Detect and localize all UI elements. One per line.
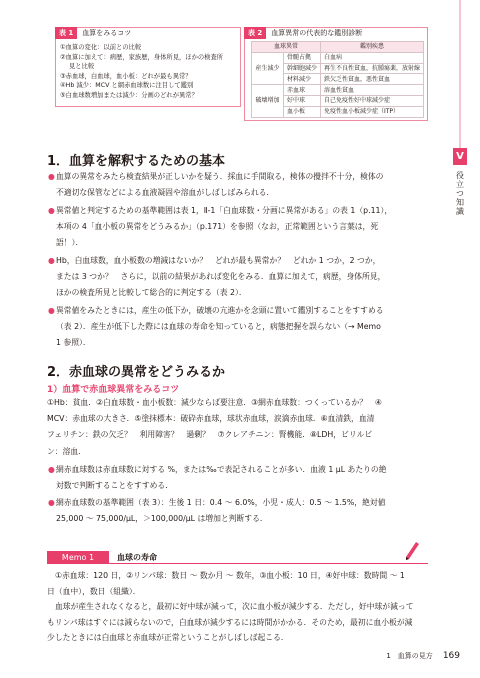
column-header: 鑑別疾患 [320, 42, 423, 53]
bullet-icon: ● [48, 498, 55, 507]
section-2-title: 2．赤血球の異常をどうみるか [47, 365, 226, 380]
table-1-list [60, 43, 238, 101]
table-row [252, 85, 424, 96]
page-footer [386, 651, 460, 661]
text-line: ①Hb：貧血．②白血球数・血小板数：減少ならば要注意．③網赤血球数：つくっているか？ ④ [47, 398, 382, 407]
text-line: フェリチン：鉄の欠乏？ 利用障害？ 過剰？ ⑦クレアチニン：腎機能．⑧LDH，ビリルビ [47, 430, 373, 440]
table-1 [55, 27, 241, 107]
text-line: 血球が産生されなくなると，最初に好中球が減って，次に血小板が減少する．ただし，好中球が減って [55, 602, 414, 612]
table-1-number: 表 1 [55, 27, 77, 39]
section-1-paragraph [48, 253, 431, 302]
table-1-item: 見と比較 [69, 63, 95, 71]
section-2-paragraph [48, 495, 431, 527]
table-1-item: ②血算に加えて：病歴，家族歴，身体所見，ほかの検査所 [60, 53, 224, 61]
text-line: 本項の 4「血小板の異常をどうみるか」（p.171）を参照（なお，正常範囲という言葉は，死 [56, 222, 379, 232]
disease-cell: 免疫性血小板減少症（ITP） [320, 106, 423, 117]
section-2-paragraph [47, 395, 431, 460]
differential-table [251, 41, 424, 118]
section-2-subtitle: 1）血算で赤血球異常をみるコツ [47, 385, 180, 395]
sub-cell: 赤血球 [283, 85, 320, 96]
sub-cell: 血小板 [283, 106, 320, 117]
chapter-running-head: 1 血算の見方 [386, 652, 433, 660]
text-line: 網赤血球数は赤血球数に対する %，または‰で表記されることが多い．血液 1 μL あたりの絶 [56, 465, 387, 474]
table-1-item: ③赤血球，白血球，血小板：どれが最も異常？ [60, 72, 192, 80]
memo-label: Memo 1 [47, 551, 109, 564]
table-1-item: ④Hb 減少：MCV と網赤血球数に注目して鑑別 [60, 82, 194, 90]
text-line: （表 2）．産生が低下した際には血球の寿命を知っていると，病態把握を誤らない（→ Memo [56, 322, 381, 332]
table-header-row [252, 42, 424, 53]
table-2-header [244, 27, 428, 39]
table-2 [244, 27, 428, 121]
text-line: 不適切な保管などによる血液凝固や溶血がしばしばみられる． [56, 188, 275, 198]
chapter-side-tab [453, 148, 467, 216]
text-line: 語！）． [56, 238, 84, 248]
disease-cell: 自己免疫性好中球減少症 [320, 95, 423, 106]
table-2-number: 表 2 [244, 27, 266, 39]
bullet-icon: ● [48, 206, 55, 215]
column-header: 血球異常 [252, 42, 321, 53]
text-line: Hb，白血球数，血小板数の増減はないか？ どれが最も異常か？ どれか 1 つか，2 つか， [56, 256, 381, 265]
table-row [252, 52, 424, 63]
memo-body [47, 568, 427, 646]
table-1-header [55, 27, 241, 39]
text-line: 少したときには白血球と赤血球が正常ということがしばしば起こる． [47, 633, 289, 643]
disease-cell: 再生不良性貧血，抗腫瘍薬，放射線 [320, 63, 423, 74]
text-line: または 3 つか？ さらに，以前の結果があれば変化をみる．血算に加えて，病歴，身体所見， [56, 272, 386, 282]
bullet-icon: ● [48, 306, 55, 315]
pencil-icon [404, 541, 420, 561]
disease-cell: 溶血性貧血 [320, 85, 423, 96]
text-line: もリンパ球はすぐには減らないので，白血球が減少するには時間がかかる．そのため，最初に血小板が減 [47, 617, 413, 627]
bullet-icon: ● [48, 172, 55, 181]
sub-cell: 好中球 [283, 95, 320, 106]
table-1-title: 血算をみるコツ [82, 29, 132, 37]
disease-cell: 白血病 [320, 52, 423, 63]
bullet-icon: ● [48, 256, 55, 265]
memo-title: 血球の寿命 [117, 553, 157, 562]
text-line: 25,000 ～ 75,000/μL，＞100,000/μL は増加と判断する． [56, 514, 268, 524]
text-line: 対数で判断することをすすめる． [56, 481, 174, 491]
text-line: MCV：赤血球の大きさ．⑤塗抹標本：破砕赤血球，球状赤血球，涙滴赤血球．⑥血清鉄，血清 [47, 414, 375, 424]
chapter-number: V [453, 148, 467, 165]
table-1-item: ⑤白血球数増加または減少：分画のどれが異常？ [60, 91, 198, 99]
text-line: 網赤血球数の基準範囲（表 3）：生後 1 日：0.4 ～ 6.0%，小児・成人：0.5 ～ 1.5%，絶対値 [56, 498, 386, 507]
section-2-paragraph [48, 462, 431, 494]
text-line: 日（血中），数日（組織）． [47, 586, 141, 596]
table-1-item: ①血算の変化：以前との比較 [60, 44, 142, 51]
sub-cell: 骨髄占拠 [283, 52, 320, 63]
sub-cell: 幹細胞減少 [283, 63, 320, 74]
text-line: 異常値をみたときには，産生の低下か，破壊の亢進かを念頭に置いて鑑別することをすすめる [56, 306, 384, 315]
page-number: 169 [442, 651, 460, 661]
sub-cell: 材料減少 [283, 74, 320, 85]
section-1-title: 1．血算を解釈するための基本 [47, 154, 226, 169]
group-cell: 産生減少 [252, 52, 284, 84]
text-line: 異常値と判定するための基準範囲は表 1，Ⅱ-1「白血球数・分画に異常がある」の表 1（p.11）， [56, 206, 393, 215]
section-1-paragraph [48, 303, 431, 352]
text-line: ほかの検査所見と比較して総合的に判定する（表 2）． [56, 288, 247, 298]
section-1-paragraph [48, 203, 431, 252]
text-line: ①赤血球：120 日，②リンパ球：数日 ～ 数か月 ～ 数年，③血小板：10 日，④好中球：数時間 ～ 1 [55, 571, 405, 580]
text-line: ン：溶血． [47, 446, 86, 456]
text-line: 血算の異常をみたら検査結果が正しいかを疑う．採血に手間取る，検体の攪拌不十分，検体の [56, 172, 384, 181]
group-cell: 破壊増加 [252, 85, 284, 117]
chapter-label: 役立つ知識 [455, 171, 465, 216]
text-line: 1 参照）． [56, 338, 91, 348]
table-2-title: 血算異常の代表的な鑑別診断 [271, 29, 363, 37]
side-rule [459, 0, 461, 148]
section-1-paragraph [48, 169, 431, 201]
memo-header [47, 551, 428, 564]
disease-cell: 鉄欠乏性貧血，悪性貧血 [320, 74, 423, 85]
bullet-icon: ● [48, 465, 55, 474]
